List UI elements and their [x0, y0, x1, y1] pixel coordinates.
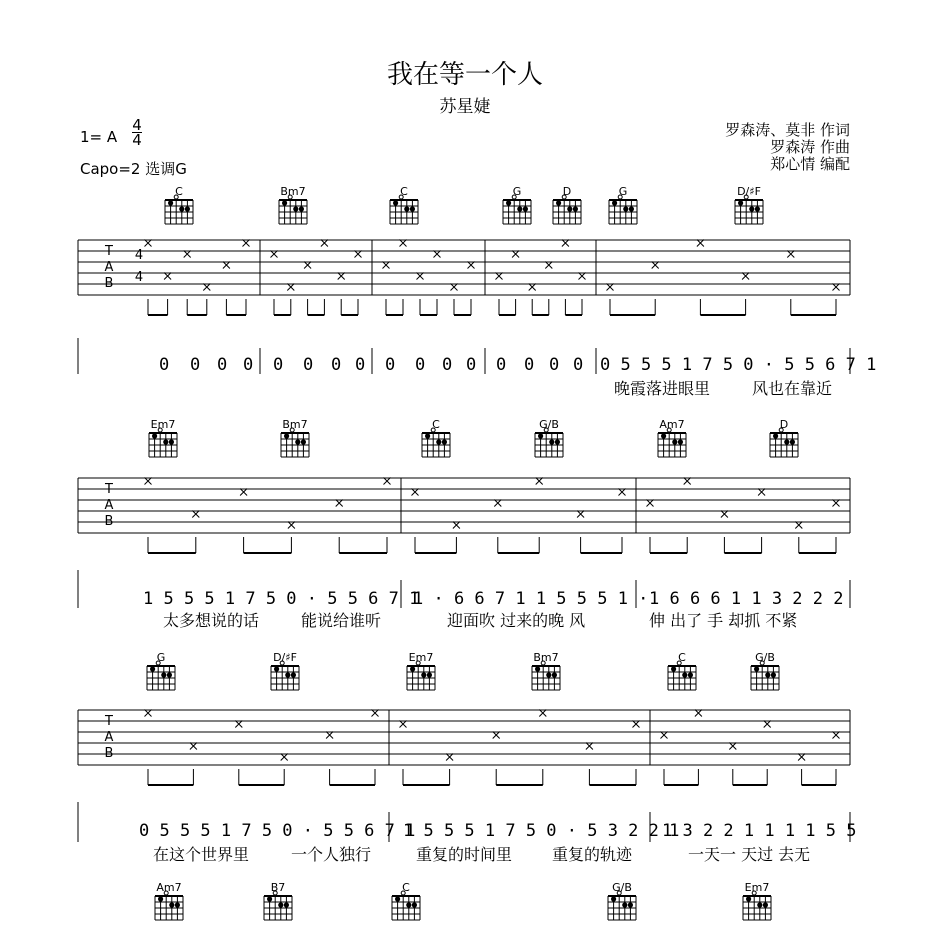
song-title: 我在等一个人	[386, 60, 543, 90]
finger-dot	[763, 902, 768, 907]
chord-name: C	[175, 185, 183, 198]
numbered-notation: 0	[385, 355, 396, 375]
lyric: 太多想说的话	[163, 611, 260, 630]
finger-dot	[436, 439, 441, 444]
numbered-notation: 0	[243, 355, 254, 375]
chord-name: C	[678, 651, 686, 664]
finger-dot	[410, 206, 415, 211]
finger-dot	[749, 206, 754, 211]
tab-clef-t: T	[105, 244, 113, 259]
chord-diagram	[608, 881, 636, 920]
finger-dot	[163, 439, 168, 444]
chord-diagram	[668, 651, 696, 690]
numbered-notation: 0	[303, 355, 314, 375]
lyric: 重复的轨迹	[552, 845, 633, 864]
lyric: 风也在靠近	[752, 379, 833, 398]
tab-staff	[78, 478, 850, 554]
finger-dot	[672, 439, 677, 444]
finger-dot	[573, 206, 578, 211]
tab-clef-a: A	[104, 498, 114, 513]
chord-name: Bm7	[282, 418, 308, 431]
chord-name: C	[402, 881, 410, 894]
lyric: 重复的时间里	[416, 845, 513, 864]
finger-dot	[412, 902, 417, 907]
finger-dot	[623, 206, 628, 211]
numbered-notation: 1 5 5 5 1 7 5 0 · 5 3 2 2 1	[403, 821, 680, 841]
finger-dot	[274, 666, 279, 671]
finger-dot	[771, 672, 776, 677]
finger-dot	[629, 206, 634, 211]
finger-dot	[535, 666, 540, 671]
finger-dot	[284, 433, 289, 438]
numbered-notation: 1 6 6 6 1 1 3 2 2 2	[649, 589, 844, 609]
chord-diagram	[532, 651, 560, 690]
finger-dot	[628, 902, 633, 907]
tab-clef-b: B	[104, 746, 114, 761]
chord-diagram	[422, 418, 450, 457]
finger-dot	[678, 439, 683, 444]
finger-dot	[738, 200, 743, 205]
finger-dot	[421, 672, 426, 677]
numbered-notation: 0 5 5 5 1 7 5 0 · 5 5 6 7 1	[139, 821, 416, 841]
tab-clef-a: A	[104, 730, 114, 745]
finger-dot	[295, 439, 300, 444]
artist-name: 苏星婕	[439, 97, 491, 117]
tab-clef-b: B	[104, 276, 114, 291]
time-signature-bottom: 4	[132, 131, 142, 149]
finger-dot	[406, 902, 411, 907]
finger-dot	[395, 896, 400, 901]
numbered-notation: 0	[415, 355, 426, 375]
numbered-notation: 0	[466, 355, 477, 375]
tab-clef-t: T	[105, 482, 113, 497]
finger-dot	[179, 206, 184, 211]
finger-dot	[517, 206, 522, 211]
tab-clef-a: A	[104, 260, 114, 275]
finger-dot	[671, 666, 676, 671]
chord-diagram	[149, 418, 177, 457]
chord-name: Bm7	[533, 651, 559, 664]
finger-dot	[755, 206, 760, 211]
numbered-notation: 0	[190, 355, 201, 375]
chord-name: Bm7	[280, 185, 306, 198]
chord-diagram	[751, 651, 779, 690]
numbered-notation: 0	[273, 355, 284, 375]
lyricist-credit: 罗森涛、莫非 作词	[725, 121, 850, 139]
chord-diagram	[271, 651, 299, 690]
finger-dot	[549, 439, 554, 444]
finger-dot	[168, 200, 173, 205]
finger-dot	[765, 672, 770, 677]
finger-dot	[567, 206, 572, 211]
numbered-notation: 0	[159, 355, 170, 375]
finger-dot	[622, 902, 627, 907]
chord-name: Am7	[659, 418, 685, 431]
chord-diagram	[503, 185, 531, 224]
chord-name: G/B	[539, 418, 559, 431]
finger-dot	[150, 666, 155, 671]
finger-dot	[185, 206, 190, 211]
numbered-notation: 0	[496, 355, 507, 375]
finger-dot	[611, 896, 616, 901]
lyric: 迎面吹 过来的晚 风	[447, 611, 586, 630]
capo-info: Capo=2 选调G	[80, 160, 187, 178]
finger-dot	[682, 672, 687, 677]
chord-diagram	[264, 881, 292, 920]
numbered-notation: 0	[549, 355, 560, 375]
finger-dot	[169, 902, 174, 907]
numbered-notation: 1 3 2 2 1 1 1 1 5 5	[662, 821, 857, 841]
finger-dot	[404, 206, 409, 211]
finger-dot	[161, 672, 166, 677]
numbered-notation: 0 5 5 5 1 7 5 0 · 5 5 6 7 1	[600, 355, 877, 375]
chord-name: G	[156, 651, 166, 664]
finger-dot	[746, 896, 751, 901]
chord-diagram	[743, 881, 771, 920]
chord-diagram	[147, 651, 175, 690]
finger-dot	[299, 206, 304, 211]
finger-dot	[282, 200, 287, 205]
chord-diagram	[770, 418, 798, 457]
lyric: 一个人独行	[291, 845, 372, 864]
finger-dot	[506, 200, 511, 205]
chord-name: Em7	[408, 651, 434, 664]
finger-dot	[661, 433, 666, 438]
chord-diagram	[553, 185, 581, 224]
numbered-notation: 0	[442, 355, 453, 375]
chord-diagram	[279, 185, 307, 224]
finger-dot	[291, 672, 296, 677]
numbered-notation: 1 · 6 6 7 1 1 5 5 5 1 ·	[413, 589, 649, 609]
finger-dot	[301, 439, 306, 444]
arranger-credit: 郑心情 编配	[770, 155, 850, 173]
chord-name: Em7	[150, 418, 176, 431]
key-signature: 1= A	[80, 128, 118, 146]
chord-name: G/B	[755, 651, 775, 664]
chord-diagram	[165, 185, 193, 224]
finger-dot	[285, 672, 290, 677]
lyric: 能说给谁听	[301, 611, 382, 630]
finger-dot	[754, 666, 759, 671]
chord-diagram	[407, 651, 435, 690]
finger-dot	[790, 439, 795, 444]
chord-diagram	[658, 418, 686, 457]
finger-dot	[427, 672, 432, 677]
chord-diagram	[390, 185, 418, 224]
finger-dot	[757, 902, 762, 907]
tab-time-top: 4	[134, 248, 144, 263]
chord-name: D/♯F	[273, 651, 297, 664]
lyric: 晚霞落进眼里	[614, 379, 711, 398]
finger-dot	[169, 439, 174, 444]
finger-dot	[773, 433, 778, 438]
chord-name: C	[432, 418, 440, 431]
finger-dot	[393, 200, 398, 205]
chord-diagram	[735, 185, 763, 224]
finger-dot	[784, 439, 789, 444]
finger-dot	[293, 206, 298, 211]
finger-dot	[442, 439, 447, 444]
chord-name: C	[400, 185, 408, 198]
tab-staff	[78, 710, 850, 786]
chord-diagram	[392, 881, 420, 920]
numbered-notation: 0	[524, 355, 535, 375]
chord-diagram	[609, 185, 637, 224]
chord-diagram	[281, 418, 309, 457]
finger-dot	[538, 433, 543, 438]
finger-dot	[552, 672, 557, 677]
finger-dot	[688, 672, 693, 677]
finger-dot	[555, 439, 560, 444]
numbered-notation: 0	[573, 355, 584, 375]
time-signature-top: 4	[132, 116, 142, 134]
finger-dot	[152, 433, 157, 438]
finger-dot	[278, 902, 283, 907]
finger-dot	[267, 896, 272, 901]
finger-dot	[425, 433, 430, 438]
finger-dot	[556, 200, 561, 205]
chord-name: B7	[270, 881, 286, 894]
numbered-notation: 0	[217, 355, 228, 375]
composer-credit: 罗森涛 作曲	[770, 138, 850, 156]
chord-name: D	[779, 418, 789, 431]
tab-clef-b: B	[104, 514, 114, 529]
tab-staff	[78, 240, 850, 316]
chord-diagram	[155, 881, 183, 920]
lyric: 在这个世界里	[153, 845, 250, 864]
finger-dot	[167, 672, 172, 677]
chord-name: Em7	[744, 881, 770, 894]
lyric: 一天一 天过 去无	[688, 845, 811, 864]
numbered-notation: 0	[331, 355, 342, 375]
finger-dot	[158, 896, 163, 901]
numbered-notation: 0	[355, 355, 366, 375]
finger-dot	[523, 206, 528, 211]
chord-name: D	[562, 185, 572, 198]
numbered-notation: 1 5 5 5 1 7 5 0 · 5 5 6 7 1	[143, 589, 420, 609]
finger-dot	[546, 672, 551, 677]
chord-diagram	[535, 418, 563, 457]
finger-dot	[175, 902, 180, 907]
chord-name: G	[618, 185, 628, 198]
lyric: 伸 出了 手 却抓 不紧	[649, 611, 798, 630]
chord-name: D/♯F	[737, 185, 761, 198]
tab-time-bottom: 4	[134, 270, 144, 285]
tab-clef-t: T	[105, 714, 113, 729]
chord-name: G	[512, 185, 522, 198]
finger-dot	[410, 666, 415, 671]
finger-dot	[284, 902, 289, 907]
chord-name: G/B	[612, 881, 632, 894]
chord-name: Am7	[156, 881, 182, 894]
finger-dot	[612, 200, 617, 205]
